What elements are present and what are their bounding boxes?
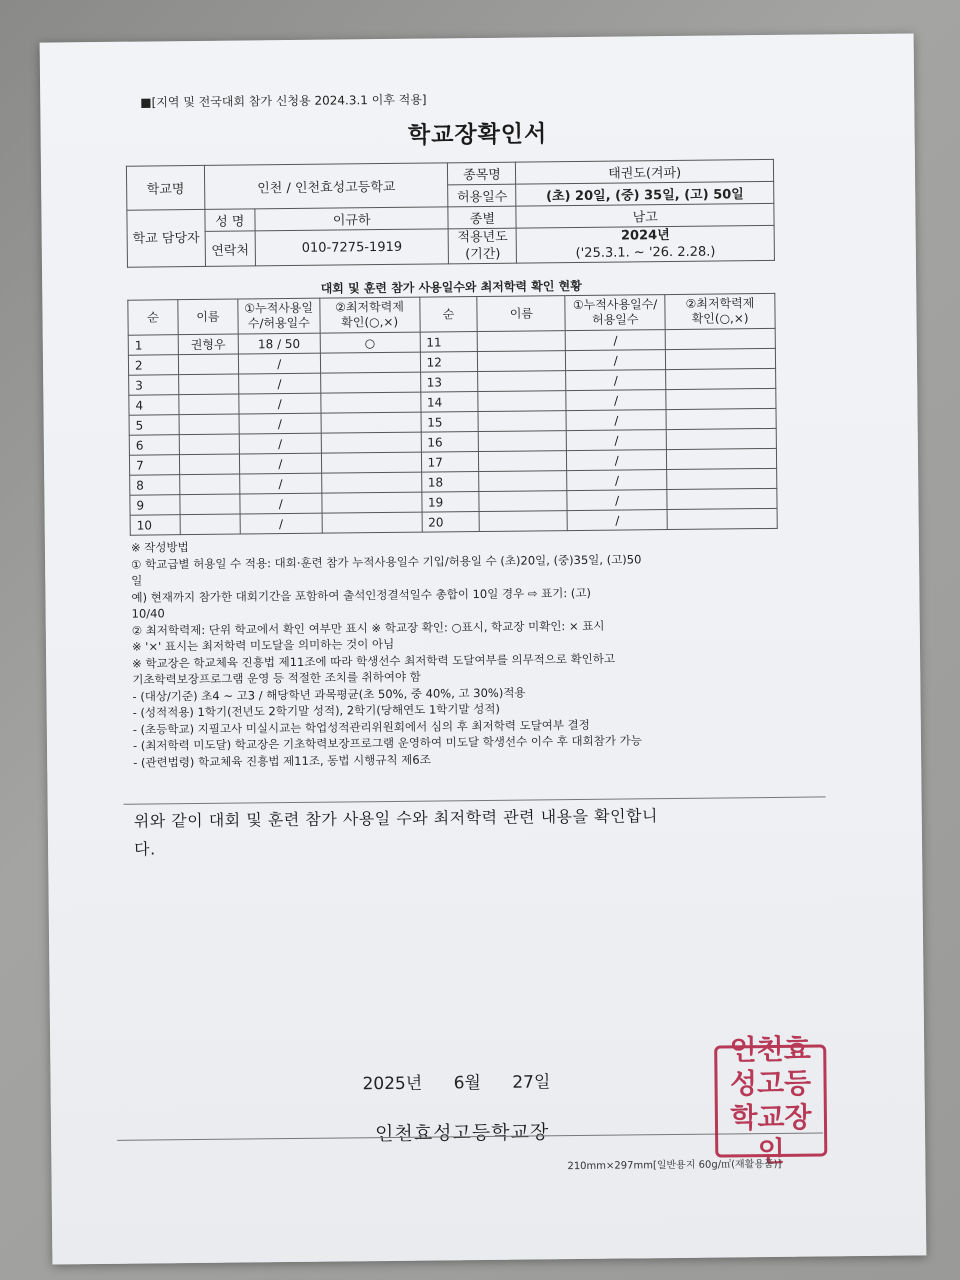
instruction-line: ※ 작성방법: [130, 540, 189, 555]
col-min: ②최저학력제 확인(○,×): [320, 297, 420, 333]
cell-r-check: [667, 488, 777, 509]
cell-r-check: [667, 448, 777, 469]
cell-r-no: 20: [422, 512, 480, 533]
col-days: ①누적사용일 수/허용일수: [238, 298, 320, 334]
date-month: 6월: [453, 1073, 481, 1094]
cell-l-no: 7: [129, 455, 179, 476]
col-no: 순: [128, 300, 178, 336]
cell-l-days: /: [239, 453, 321, 474]
cell-r-days: /: [567, 490, 667, 511]
cell-r-no: 14: [420, 392, 478, 413]
info-table: [126, 159, 775, 268]
year-value: 2024년: [620, 228, 670, 244]
allowed-label: 허용일수: [448, 184, 516, 207]
cell-l-name: [179, 374, 239, 395]
cell-r-check: [665, 348, 775, 369]
staff-label: 학교 담당자: [127, 209, 205, 267]
cell-l-name: 권형우: [178, 334, 238, 355]
cell-r-name: [478, 351, 566, 372]
cell-r-name: [479, 471, 567, 492]
col-min-right: ②최저학력제 확인(○,×): [665, 293, 775, 329]
cell-r-name: [478, 411, 566, 432]
table-body: [128, 328, 777, 535]
cell-l-check: [320, 392, 420, 413]
instruction-line: ※ 학교장은 학교체육 진흥법 제11조에 따라 학생선수 최저학력 도달여부를 의무적으로 확인하고: [132, 651, 616, 671]
cell-l-days: /: [240, 513, 322, 534]
cell-l-days: 18 / 50: [238, 333, 320, 354]
instruction-line: - (관련법령) 학교체육 진흥법 제11조, 동법 시행규칙 제6조: [133, 752, 431, 770]
cell-l-name: [179, 454, 239, 475]
date-day: 27일: [512, 1072, 551, 1093]
year-label-cell: [449, 228, 517, 264]
cell-l-no: 4: [129, 395, 179, 416]
participation-table: [127, 293, 777, 536]
official-seal: [714, 1032, 827, 1169]
cell-l-check: [322, 512, 422, 533]
paper-spec: 210mm×297mm[일반용지 60g/㎡(재활용품)]: [567, 1158, 782, 1173]
cell-l-no: 10: [130, 515, 180, 536]
contact-label: 연락처: [205, 231, 255, 267]
cell-l-no: 3: [129, 375, 179, 396]
instruction-line: 일: [131, 573, 143, 588]
cell-r-check: [666, 408, 776, 429]
year-value-cell: [516, 225, 774, 263]
cell-l-check: [321, 412, 421, 433]
cell-r-name: [479, 431, 567, 452]
instruction-line: 예) 현재까지 참가한 대회기간을 포함하여 출석인정결석일수 총합이 10일 경우 ⇨ 표기: (고): [131, 585, 592, 605]
instruction-line: 기초학력보장프로그램 운영 등 적절한 조치를 취하여야 함: [132, 669, 421, 687]
col-name: 이름: [178, 299, 238, 335]
cell-r-name: [478, 391, 566, 412]
cell-l-days: /: [239, 393, 321, 414]
instruction-line: ① 학교급별 허용일 수 적용: 대회·훈련 참가 누적사용일수 기입/허용일 수 (초)20일, (중)35일, (고)50: [131, 551, 642, 572]
cell-l-name: [180, 514, 240, 535]
cell-r-days: /: [565, 330, 665, 351]
issue-date: [362, 1067, 576, 1094]
cell-l-name: [180, 474, 240, 495]
period-value: ('25.3.1. ~ '26. 2.28.): [575, 244, 716, 262]
instructions: [131, 533, 813, 771]
cell-r-days: /: [567, 430, 667, 451]
cell-r-days: /: [567, 470, 667, 491]
sport-value: 태권도(겨파): [516, 159, 774, 184]
cell-r-days: /: [566, 350, 666, 371]
cell-r-days: /: [566, 410, 666, 431]
category-value: 남고: [516, 203, 774, 228]
contact-value: 010-7275-1919: [255, 229, 449, 266]
confirmation-text: 위와 같이 대회 및 훈련 참가 사용일 수와 최저학력 관련 내용을 확인합니 다.: [133, 806, 659, 859]
cell-r-no: 16: [421, 432, 479, 453]
cell-l-days: /: [239, 413, 321, 434]
cell-l-name: [180, 494, 240, 515]
cell-r-name: [479, 451, 567, 472]
cell-r-check: [667, 468, 777, 489]
document-paper: [40, 33, 927, 1264]
cell-r-days: /: [567, 510, 667, 531]
cell-l-days: /: [238, 373, 320, 394]
cell-r-check: [667, 508, 777, 529]
cell-l-days: /: [238, 353, 320, 374]
cell-r-name: [479, 491, 567, 512]
cell-l-check: ○: [320, 332, 420, 353]
page-title: 학교장확인서: [407, 121, 548, 149]
instruction-line: 10/40: [131, 606, 165, 621]
cell-l-check: [321, 452, 421, 473]
col-no-right: 순: [419, 297, 477, 333]
cell-l-check: [320, 352, 420, 373]
cell-l-check: [321, 432, 421, 453]
cell-l-name: [179, 434, 239, 455]
instruction-line: ※ '×' 표시는 최저학력 미도달을 의미하는 것이 아님: [131, 636, 395, 654]
cell-r-check: [666, 368, 776, 389]
cell-r-check: [665, 328, 775, 349]
date-year: 2025년: [362, 1073, 423, 1095]
cell-r-no: 11: [420, 332, 478, 353]
cell-l-days: /: [239, 433, 321, 454]
cell-l-no: 9: [130, 495, 180, 516]
cell-l-check: [320, 372, 420, 393]
category-label: 종별: [448, 206, 516, 229]
year-label: 적용년도: [457, 229, 508, 246]
col-name-right: 이름: [477, 296, 565, 332]
instruction-line: - (초등학교) 지필고사 미실시교는 학업성적관리위원회에서 심의 후 최저학력 도달여부 결정: [132, 717, 590, 737]
table-caption: 대회 및 훈련 참가 사용일수와 최저학력 확인 현황: [320, 278, 582, 296]
cell-r-name: [480, 511, 568, 532]
instruction-line: - (대상/기준) 초4 ~ 고3 / 해당학년 과목평균(초 50%, 중 40%, 고 30%)적용: [132, 685, 526, 704]
cell-r-name: [478, 331, 566, 352]
cell-l-days: /: [239, 473, 321, 494]
allowed-value: (초) 20일, (중) 35일, (고) 50일: [516, 181, 774, 206]
col-days-right: ①누적사용일수/ 허용일수: [565, 295, 665, 331]
cell-r-no: 15: [421, 412, 479, 433]
cell-l-name: [179, 414, 239, 435]
seal-text: 인천효성고등학교장인: [729, 1032, 812, 1169]
cell-r-days: /: [566, 390, 666, 411]
principal-name: 인천효성고등학교장: [374, 1121, 550, 1146]
cell-r-check: [666, 428, 776, 449]
cell-l-name: [178, 354, 238, 375]
cell-l-days: /: [240, 493, 322, 514]
cell-r-name: [478, 371, 566, 392]
cell-l-check: [321, 472, 421, 493]
cell-r-no: 17: [421, 452, 479, 473]
name-label: 성 명: [205, 209, 255, 232]
cell-l-no: 5: [129, 415, 179, 436]
cell-r-check: [666, 388, 776, 409]
cell-r-no: 19: [421, 492, 479, 513]
sport-label: 종목명: [448, 162, 516, 185]
period-label: (기간): [465, 246, 501, 263]
cell-r-no: 18: [421, 472, 479, 493]
cell-r-no: 12: [420, 352, 478, 373]
header-note: ■[지역 및 전국대회 참가 신청용 2024.3.1 이후 적용]: [140, 92, 427, 110]
instruction-line: - (성적적용) 1학기(전년도 2학기말 성적), 2학기(당해연도 1학기말 성적): [132, 701, 501, 720]
cell-l-no: 1: [128, 335, 178, 356]
cell-l-name: [179, 394, 239, 415]
cell-r-days: /: [567, 450, 667, 471]
cell-l-check: [322, 492, 422, 513]
cell-r-days: /: [566, 370, 666, 391]
instruction-line: ② 최저학력제: 단위 학교에서 확인 여부만 표시 ※ 학교장 확인: ○표시, 학교장 미확인: × 표시: [131, 618, 605, 638]
cell-r-no: 13: [420, 372, 478, 393]
school-value: 인천 / 인천효성고등학교: [204, 163, 448, 210]
instruction-line: - (최저학력 미도달) 학교장은 기초학력보장프로그램 운영하여 미도달 학생선수 이수 후 대회참가 가능: [132, 733, 642, 753]
cell-l-no: 8: [130, 475, 180, 496]
cell-l-no: 6: [129, 435, 179, 456]
cell-l-no: 2: [128, 355, 178, 376]
name-value: 이규하: [255, 207, 449, 231]
school-label: 학교명: [126, 165, 204, 210]
